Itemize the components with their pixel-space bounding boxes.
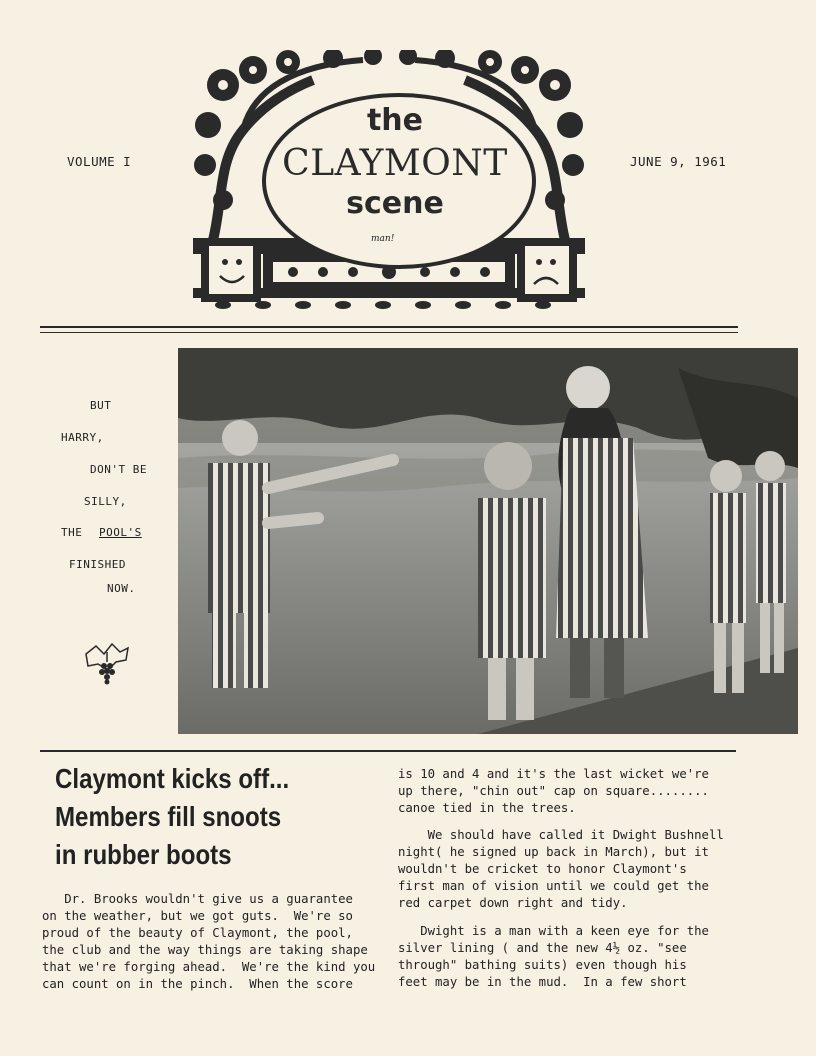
body-text-line: first man of vision until we could get the (398, 879, 709, 893)
caption-line: SILLY, (84, 495, 127, 508)
body-text-line: feet may be in the mud. In a few short (398, 975, 687, 989)
body-text-line: wouldn't be cricket to honor Claymont's (398, 862, 687, 876)
body-text-line: the club and the way things are taking shape (42, 943, 368, 957)
caption-line: BUT (90, 399, 112, 412)
volume-label: VOLUME I (67, 154, 132, 169)
body-text-line: proud of the beauty of Claymont, the pool, (42, 926, 353, 940)
body-text-line: on the weather, but we got guts. We're so (42, 909, 353, 923)
caption-line: NOW. (107, 582, 136, 595)
issue-date: JUNE 9, 1961 (630, 154, 727, 169)
top-rule (40, 326, 738, 328)
grape-leaf-icon (82, 640, 132, 686)
body-text-line: Dr. Brooks wouldn't give us a guarantee (42, 892, 353, 906)
body-text-line: night( he signed up back in March), but it (398, 845, 709, 859)
body-text-line: Dwight is a man with a keen eye for the (398, 924, 709, 938)
body-text-line: can count on in the pinch. When the score (42, 977, 353, 991)
caption-line: FINISHED (69, 558, 126, 571)
masthead-the: the (366, 103, 424, 138)
body-text-line: red carpet down right and tidy. (398, 896, 628, 910)
headline-line-1: Claymont kicks off... (55, 763, 290, 794)
body-text-line: up there, "chin out" cap on square........ (398, 784, 709, 798)
body-text-line: that we're forging ahead. We're the kind you (42, 960, 376, 974)
body-text-line: canoe tied in the trees. (398, 801, 576, 815)
body-text-line: We should have called it Dwight Bushnell (398, 828, 724, 842)
body-text-line: silver lining ( and the new 4½ oz. "see (398, 941, 687, 955)
mid-rule (40, 750, 736, 752)
masthead-title: CLAYMONT (282, 143, 508, 184)
caption-line: DON'T BE (90, 463, 147, 476)
caption-line-underlined: POOL'S (99, 526, 142, 539)
top-rule-thin (40, 332, 738, 333)
caption-line: HARRY, (61, 431, 104, 444)
masthead-tagline: man! (371, 234, 395, 244)
masthead-scene: scene (346, 186, 444, 221)
photo-pool-scene (178, 348, 798, 734)
body-text-line: is 10 and 4 and it's the last wicket we're (398, 767, 709, 781)
body-text-line: through" bathing suits) even though his (398, 958, 687, 972)
headline-line-2: Members fill snoots (55, 801, 282, 832)
caption-line: THE (61, 526, 83, 539)
headline-line-3: in rubber boots (55, 839, 232, 870)
